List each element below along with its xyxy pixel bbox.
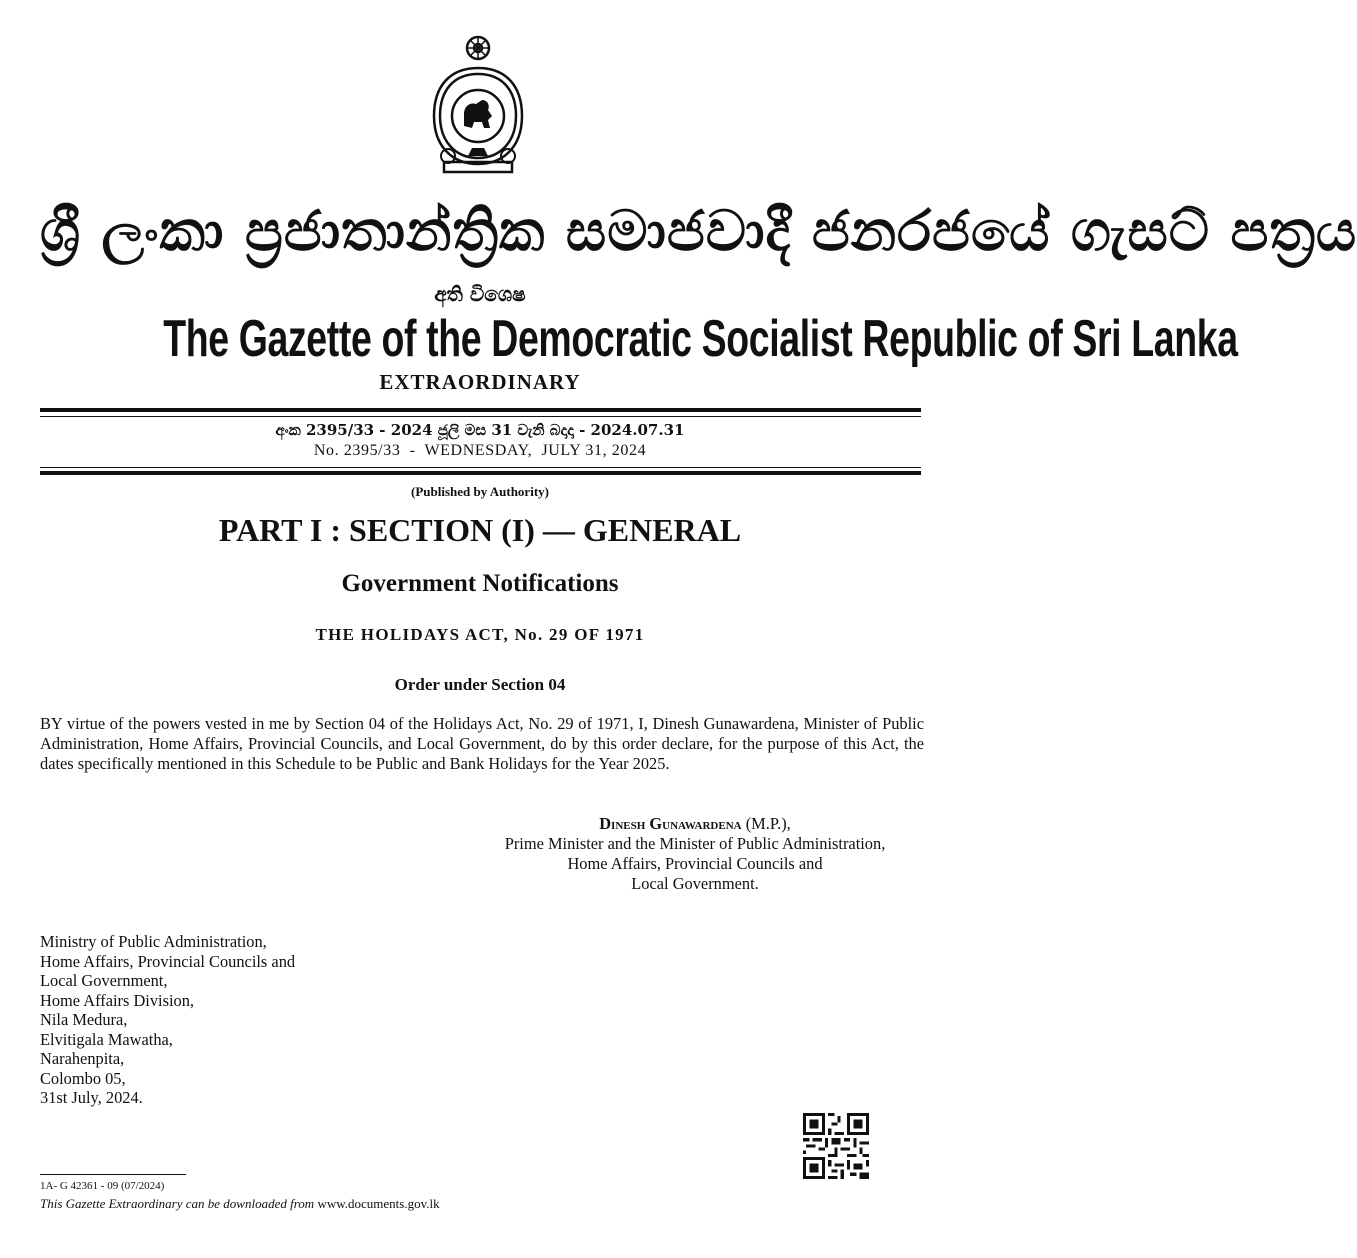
act-title: THE HOLIDAYS ACT, No. 29 OF 1971 (315, 625, 645, 644)
ministry-address (40, 932, 360, 1108)
issue-rule-thin (40, 467, 921, 468)
signatory-suffix: (M.P.), (741, 814, 791, 833)
footer-rule (40, 1174, 186, 1175)
published-by-authority: (Published by Authority) (411, 484, 549, 499)
issue-number-sinhala: අංක 2395/33 - 2024 ජූලි මස 31 වැනි බදාදා - 2024.07.31 (275, 421, 685, 439)
signatory-title-line: Prime Minister and the Minister of Public Administration, (504, 834, 886, 853)
issue-number-english: No. 2395/33 - WEDNESDAY, JULY 31, 2024 (313, 442, 647, 459)
address-line: Local Government, (40, 971, 168, 990)
edition-label: EXTRAORDINARY (379, 370, 581, 394)
address-line: Elvitigala Mawatha, (40, 1029, 173, 1049)
gazette-title-sinhala: ශ්‍රී ලංකා ප්‍රජාතාන්ත්‍රික සමාජවාදී ජනරජයේ ගැසට් පත්‍රය (40, 199, 1357, 264)
signatory-name: Dinesh Gunawardena (599, 814, 742, 833)
qr-code[interactable] (803, 1113, 869, 1179)
gazette-title-english: The Gazette of the Democratic Socialist Republic of Sri Lanka (163, 310, 1238, 368)
sri-lanka-emblem (430, 30, 526, 176)
issue-rule-thick (40, 471, 921, 475)
address-line: Home Affairs Division, (40, 990, 195, 1010)
signature-block (470, 814, 920, 894)
order-paragraph: BY virtue of the powers vested in me by Section 04 of the Holidays Act, No. 29 of 1971, I, Dinesh Gunawardena, Minister of Public Administration, Home Affairs, Provincial Councils, and Local Government, do by this order declare, for the purpose of this Act, the dates specifically mentioned in this Schedule to be Public and Bank Holidays for the Year 2025. (40, 714, 924, 773)
address-line: Nila Medura, (40, 1010, 128, 1029)
extraordinary-label-sinhala: අති විශෙෂ (434, 282, 526, 306)
header-rule-thin (40, 416, 921, 417)
download-url[interactable]: www.documents.gov.lk (317, 1196, 440, 1211)
header-rule-thick (40, 408, 921, 412)
order-title: Order under Section 04 (394, 675, 566, 694)
section-heading: Government Notifications (341, 570, 619, 597)
address-line: Narahenpita, (40, 1049, 125, 1068)
signatory-title-line: Local Government. (631, 874, 759, 893)
print-code: 1A- G 42361 - 09 (07/2024) (40, 1180, 165, 1192)
download-note-text: This Gazette Extraordinary can be downloaded from (40, 1196, 315, 1211)
address-line: Ministry of Public Administration, (40, 932, 267, 951)
address-line: Colombo 05, (40, 1068, 126, 1088)
address-line: 31st July, 2024. (40, 1088, 143, 1107)
download-note (40, 1196, 440, 1212)
signatory-title-line: Home Affairs, Provincial Councils and (567, 854, 823, 873)
part-heading: PART I : SECTION (I) — GENERAL (218, 512, 742, 548)
address-line: Home Affairs, Provincial Councils and (40, 951, 296, 971)
